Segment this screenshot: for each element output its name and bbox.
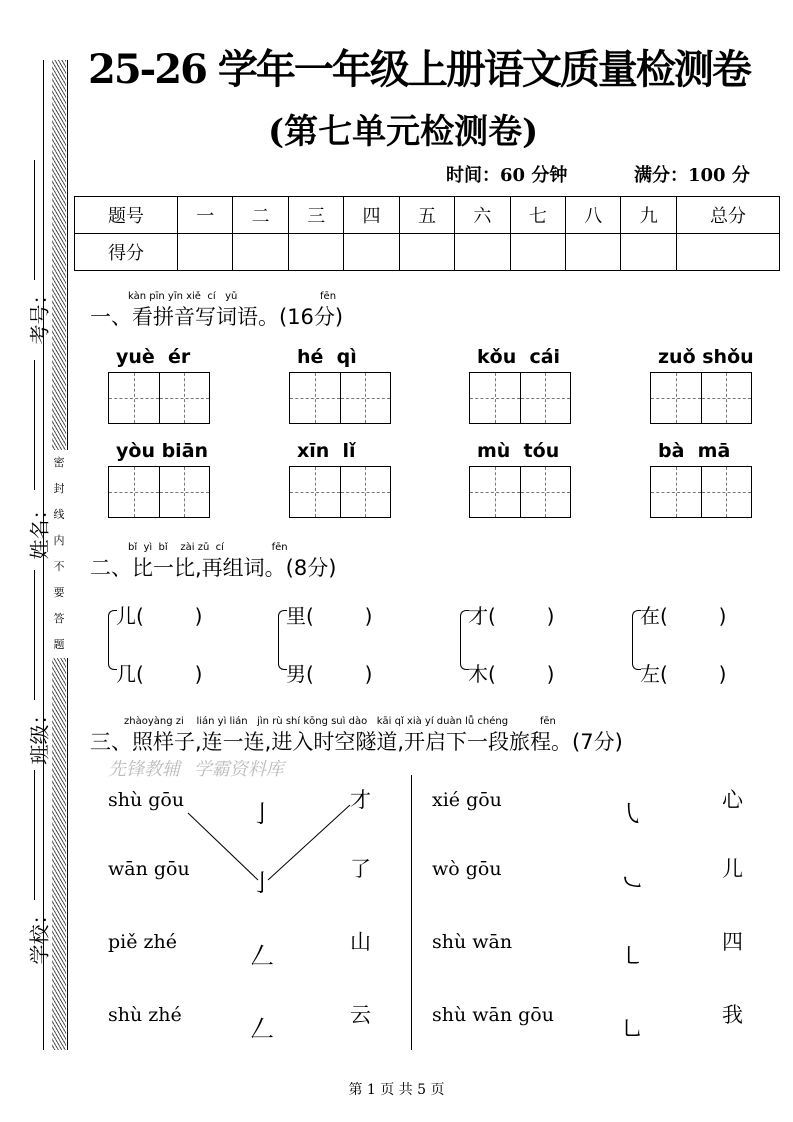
stroke-glyph[interactable]: 亅 — [250, 800, 274, 828]
pinyin-word: xīn lǐ — [297, 440, 356, 462]
exam-number-label: 考号： — [27, 284, 52, 345]
stroke-name[interactable]: shù wān — [432, 931, 513, 953]
writing-grid[interactable] — [289, 372, 391, 424]
table-cell: 四 — [344, 197, 399, 234]
page-footer: 第 1 页 共 5 页 — [348, 1082, 445, 1098]
word-pair-item[interactable]: 里( ) — [286, 604, 373, 628]
writing-grid[interactable] — [650, 466, 752, 518]
name-label: 姓名： — [27, 499, 52, 560]
word-pair-item[interactable]: 左( ) — [640, 662, 727, 686]
table-cell: 八 — [566, 197, 621, 234]
stroke-name[interactable]: wān gōu — [108, 858, 190, 880]
table-cell: 二 — [233, 197, 288, 234]
table-cell: 一 — [177, 197, 232, 234]
word-pair-item[interactable]: 儿( ) — [116, 604, 203, 628]
grid-cell[interactable] — [290, 373, 341, 423]
word-pair-item[interactable]: 在( ) — [640, 604, 727, 628]
grid-cell[interactable] — [109, 467, 160, 517]
page-subtitle: (第七单元检测卷) — [268, 112, 539, 152]
section2-pinyin: bǐ yì bǐ zài zǔ cí fēn — [128, 542, 288, 553]
grid-cell[interactable] — [702, 467, 752, 517]
stroke-name[interactable]: shù zhé — [108, 1004, 182, 1026]
grid-cell[interactable] — [651, 373, 702, 423]
stroke-name[interactable]: wò gōu — [432, 858, 502, 880]
character[interactable]: 心 — [722, 788, 743, 812]
grid-cell[interactable] — [160, 467, 210, 517]
character[interactable]: 了 — [350, 857, 371, 881]
notice-char: 答 — [53, 612, 65, 625]
grid-cell[interactable] — [341, 373, 391, 423]
word-pair-item[interactable]: 几( ) — [116, 662, 203, 686]
full-score: 满分：100 分 — [634, 165, 750, 186]
notice-char: 内 — [53, 534, 65, 547]
character[interactable]: 儿 — [722, 857, 743, 881]
grid-cell[interactable] — [470, 467, 521, 517]
grid-cell[interactable] — [651, 467, 702, 517]
stroke-glyph[interactable]: ㇂ — [620, 800, 644, 828]
table-cell: 总分 — [676, 197, 779, 234]
grid-cell[interactable] — [290, 467, 341, 517]
time-limit: 时间：60 分钟 — [446, 165, 568, 186]
pinyin-word: yuè ér — [116, 346, 191, 368]
stroke-name[interactable]: piě zhé — [108, 931, 178, 953]
notice-char: 要 — [53, 586, 65, 599]
pinyin-word: zuǒ shǒu — [658, 346, 754, 368]
school-label: 学校： — [27, 904, 52, 965]
word-pair-item[interactable]: 木( ) — [468, 662, 555, 686]
pinyin-word: mù tóu — [477, 440, 560, 462]
grid-cell[interactable] — [702, 373, 752, 423]
writing-grid[interactable] — [650, 372, 752, 424]
table-cell: 三 — [288, 197, 343, 234]
grid-cell[interactable] — [341, 467, 391, 517]
notice-char: 不 — [53, 560, 65, 573]
writing-grid[interactable] — [108, 466, 210, 518]
section3-pinyin: zhàoyàng zi lián yì lián jìn rù shí kōng suì dào kāi qǐ xià yí duàn lǚ chéng fēn — [124, 716, 556, 727]
grid-cell[interactable] — [521, 373, 571, 423]
section1-pinyin: kàn pīn yīn xiě cí yǔ fēn — [128, 291, 337, 302]
table-cell: 题号 — [75, 197, 178, 234]
word-pair-item[interactable]: 男( ) — [286, 662, 373, 686]
writing-grid[interactable] — [469, 466, 571, 518]
example-line — [268, 805, 350, 880]
pinyin-word: bà mā — [658, 440, 731, 462]
character[interactable]: 山 — [350, 930, 371, 954]
table-cell: 五 — [399, 197, 454, 234]
page-title: 25-26 学年一年级上册语文质量检测卷 — [88, 46, 750, 93]
pinyin-word: yòu biān — [116, 440, 209, 462]
stroke-glyph[interactable]: 𠃋 — [250, 942, 274, 970]
character[interactable]: 云 — [350, 1003, 371, 1027]
notice-char: 密 — [53, 456, 65, 469]
stroke-glyph[interactable]: ㇃ — [620, 869, 644, 897]
watermark-line: 先锋教辅 — [108, 759, 180, 780]
grid-cell[interactable] — [109, 373, 160, 423]
pinyin-word: hé qì — [297, 346, 357, 368]
stroke-name[interactable]: shù wān gōu — [432, 1004, 554, 1026]
writing-grid[interactable] — [108, 372, 210, 424]
stroke-name[interactable]: xié gōu — [432, 789, 502, 811]
class-label: 班级： — [27, 704, 52, 765]
stroke-glyph[interactable]: 𠃋 — [250, 1015, 274, 1043]
character[interactable]: 才 — [350, 788, 371, 812]
stroke-glyph[interactable]: 亅 — [250, 869, 274, 897]
character[interactable]: 我 — [722, 1003, 743, 1027]
writing-grid[interactable] — [289, 466, 391, 518]
notice-char: 封 — [53, 482, 65, 495]
stroke-glyph[interactable]: ㇟ — [620, 1015, 644, 1043]
table-cell: 七 — [510, 197, 565, 234]
table-cell: 六 — [455, 197, 510, 234]
grid-cell[interactable] — [160, 373, 210, 423]
example-line — [188, 813, 258, 880]
grid-cell[interactable] — [521, 467, 571, 517]
character[interactable]: 四 — [722, 930, 743, 954]
word-pair-item[interactable]: 才( ) — [468, 604, 555, 628]
section2-title: 二、比一比,再组词。(8分) — [90, 556, 337, 580]
pinyin-word: kǒu cái — [477, 346, 561, 368]
watermark-line: 学霸资料库 — [193, 759, 284, 780]
table-cell: 九 — [621, 197, 676, 234]
notice-char: 题 — [53, 638, 65, 651]
stroke-name[interactable]: shù gōu — [108, 789, 185, 811]
table-cell: 得分 — [75, 234, 178, 271]
stroke-glyph[interactable]: ㇄ — [620, 942, 644, 970]
section3-title: 三、照样子,连一连,进入时空隧道,开启下一段旅程。(7分) — [90, 730, 623, 754]
notice-char: 线 — [53, 508, 65, 521]
grid-cell[interactable] — [470, 373, 521, 423]
section1-title: 一、看拼音写词语。(16分) — [90, 305, 344, 329]
writing-grid[interactable] — [469, 372, 571, 424]
